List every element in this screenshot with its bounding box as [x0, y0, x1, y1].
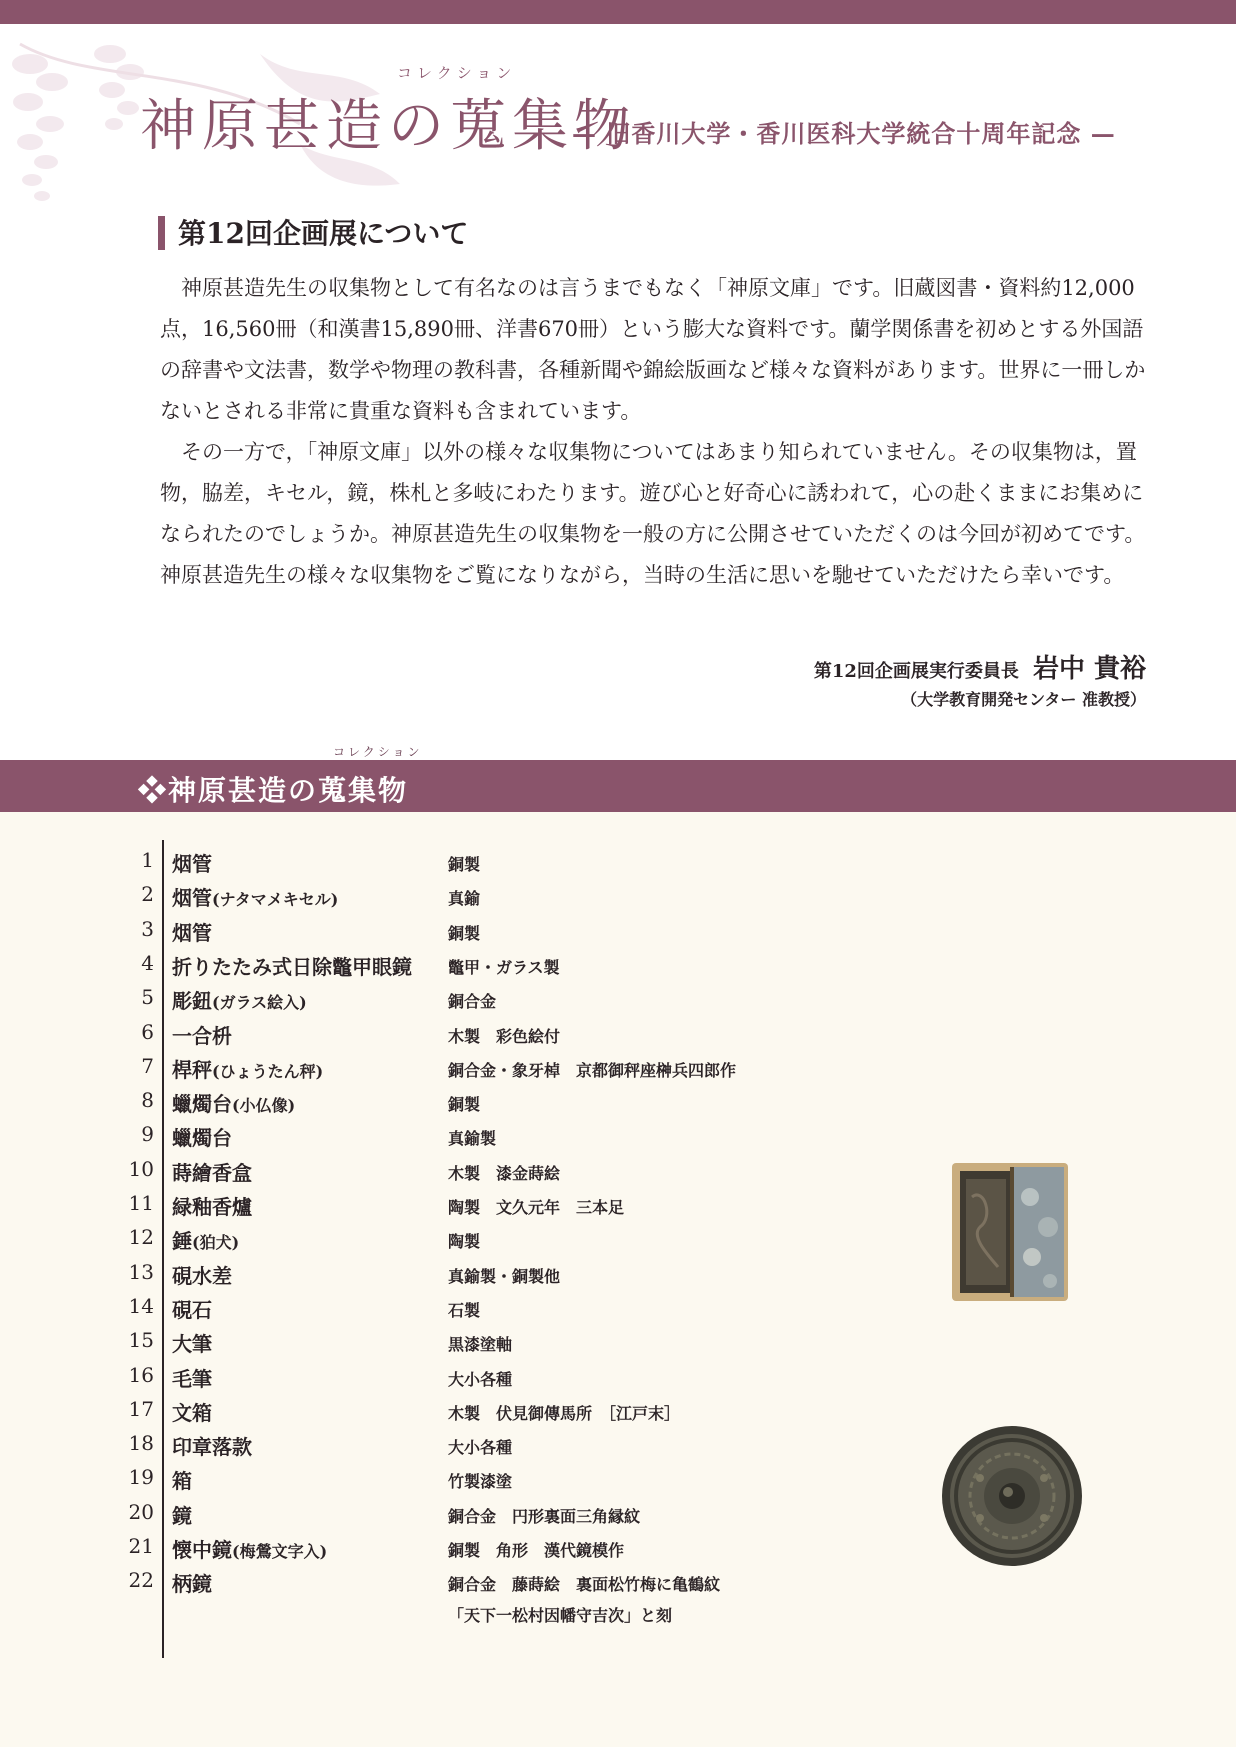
item-note: (梅鶯文字入)	[232, 1542, 328, 1561]
item-name	[172, 1260, 232, 1289]
item-name-text: 烟管	[172, 852, 212, 876]
intro-paragraph: 神原甚造先生の収集物として有名なのは言うまでもなく「神原文庫」です。旧蔵図書・資料約12,000点，16,560冊（和漢書15,890冊、洋書670冊）という膨大な資料です。蘭学関係書を初めとする外国語の辞書や文法書，数学や物理の教科書，各種新聞や錦絵版画など様々な資料があります。世界に一冊しかないとされる非常に貴重な資料も含まれています。	[160, 276, 1146, 423]
collection-item	[0, 1565, 900, 1626]
main-title: 神原甚造の蒐集物	[140, 94, 636, 159]
collection-item	[0, 845, 900, 879]
item-name-text: 折りたたみ式日除鼈甲眼鏡	[172, 954, 412, 979]
signature-block	[814, 648, 1146, 710]
item-number: 11	[128, 1191, 154, 1215]
item-material: 木製 漆金蒔絵	[448, 1163, 561, 1183]
intro-text	[160, 268, 1152, 596]
item-material: 銅合金・象牙棹 京都御秤座榊兵四郎作	[448, 1060, 737, 1080]
item-material: 黒漆塗軸	[448, 1335, 513, 1355]
item-number: 9	[141, 1122, 154, 1147]
item-material: 真鍮	[448, 889, 481, 909]
item-name	[172, 1122, 232, 1151]
item-material: 銅合金 藤蒔絵 裏面松竹梅に亀鶴紋	[448, 1575, 721, 1595]
collection-item	[0, 1394, 900, 1428]
collection-band	[0, 760, 1236, 812]
item-name	[172, 917, 212, 946]
item-note: (ガラス絵入)	[212, 993, 307, 1013]
collection-item	[0, 1017, 900, 1051]
item-note: (小仏像)	[232, 1096, 296, 1116]
item-name-text: 烟管	[172, 886, 212, 911]
item-name	[172, 1431, 252, 1460]
collection-item	[0, 982, 900, 1016]
mirror-case-photo	[950, 1157, 1070, 1307]
item-number: 16	[128, 1362, 154, 1387]
item-number: 2	[141, 882, 154, 907]
item-name-text: 柄鏡	[172, 1572, 212, 1597]
item-number: 18	[128, 1431, 154, 1456]
title-ruby: コレクション	[397, 64, 517, 82]
collection-item	[0, 1257, 900, 1291]
collection-panel	[0, 812, 1236, 1747]
item-name	[172, 1054, 323, 1083]
item-number: 13	[128, 1259, 154, 1284]
collection-item	[0, 1531, 900, 1565]
section-marker	[158, 216, 165, 250]
item-number: 21	[128, 1534, 154, 1558]
item-name	[172, 1157, 252, 1186]
item-name-text: 蠟燭台	[172, 1126, 232, 1151]
main-title-block	[140, 62, 636, 159]
item-name	[172, 1088, 295, 1117]
collection-item	[0, 1497, 900, 1531]
item-number: 1	[141, 848, 154, 872]
item-name-text: 大筆	[172, 1332, 212, 1357]
item-name	[172, 1328, 212, 1357]
item-name-text: 硯水差	[172, 1263, 232, 1288]
item-name-text: 懐中鏡	[172, 1538, 232, 1562]
item-number: 5	[141, 985, 154, 1010]
item-number: 7	[141, 1053, 154, 1078]
item-number: 10	[128, 1156, 154, 1181]
item-note: (狛犬)	[192, 1233, 240, 1253]
item-name-text: 彫鈕	[172, 989, 212, 1014]
item-material: 石製	[448, 1300, 481, 1320]
item-note: (ナタマメキセル)	[212, 890, 339, 910]
collection-item	[0, 1462, 900, 1496]
item-name	[172, 1534, 327, 1563]
item-number: 3	[141, 916, 154, 941]
item-name-text: 印章落款	[172, 1435, 252, 1460]
item-number: 17	[128, 1396, 154, 1421]
item-name-text: 烟管	[172, 920, 212, 945]
item-name	[172, 985, 307, 1014]
collection-item	[0, 1119, 900, 1153]
item-name	[172, 1191, 252, 1220]
item-number: 12	[128, 1225, 154, 1250]
item-name	[172, 1294, 212, 1323]
item-material: 銅合金 円形裏面三角縁紋	[448, 1506, 641, 1526]
signature-role: 第12回企画展実行委員長	[813, 661, 1019, 682]
item-name-text: 錘	[172, 1229, 192, 1254]
collection-item	[0, 914, 900, 948]
item-material: 銅製	[448, 923, 481, 943]
item-material: 大小各種	[448, 1369, 513, 1389]
item-name	[172, 1465, 192, 1494]
item-name-text: 蒔繪香盒	[172, 1160, 252, 1185]
collection-item	[0, 1291, 900, 1325]
item-material: 鼈甲・ガラス製	[448, 957, 560, 977]
collection-item	[0, 1222, 900, 1256]
item-name	[172, 1363, 212, 1392]
item-material: 銅製	[448, 1095, 481, 1115]
item-note: (ひょうたん秤)	[212, 1061, 324, 1081]
subtitle: — 旧香川大学・香川医科大学統合十周年記念 —	[572, 119, 1116, 148]
item-material: 陶製	[448, 1232, 481, 1252]
collection-item	[0, 1428, 900, 1462]
item-number: 4	[141, 950, 154, 975]
item-material: 銅製 角形 漢代鏡模作	[448, 1541, 625, 1560]
item-name-text: 蠟燭台	[172, 1092, 232, 1117]
collection-heading: ❖神原甚造の蒐集物	[138, 774, 409, 807]
item-material: 陶製 文久元年 三本足	[448, 1198, 625, 1217]
collection-item	[0, 1188, 900, 1222]
item-name-text: 鏡	[172, 1503, 192, 1528]
item-name-text: 一合枡	[172, 1023, 232, 1048]
item-number: 19	[128, 1465, 154, 1490]
signature-name: 岩中 貴裕	[1032, 654, 1146, 684]
collection-item	[0, 1360, 900, 1394]
item-material: 銅合金	[448, 992, 497, 1012]
item-number: 6	[141, 1019, 154, 1044]
item-name	[172, 1225, 239, 1254]
item-name	[172, 1397, 212, 1426]
item-name-text: 緑釉香爐	[172, 1195, 252, 1219]
item-name	[172, 848, 212, 877]
item-material: 木製 彩色絵付	[448, 1026, 561, 1046]
item-material: 竹製漆塗	[448, 1472, 513, 1492]
item-name-text: 文箱	[172, 1400, 212, 1425]
collection-item	[0, 1325, 900, 1359]
item-material: 真鍮製	[448, 1129, 497, 1149]
collection-ruby: コレクション	[333, 745, 423, 759]
item-material: 木製 伏見御傳馬所 ［江戸末］	[448, 1403, 681, 1423]
collection-item	[0, 1051, 900, 1085]
section-heading: 第12回企画展について	[178, 217, 469, 250]
item-name	[172, 1020, 232, 1049]
top-accent-bar	[0, 0, 1236, 24]
item-name-text: 硯石	[172, 1297, 212, 1322]
item-number: 20	[128, 1499, 154, 1524]
collection-item	[0, 948, 900, 982]
item-name	[172, 1568, 212, 1597]
item-name	[172, 1500, 192, 1529]
item-number: 8	[141, 1088, 154, 1113]
collection-item	[0, 1085, 900, 1119]
bronze-mirror-photo	[940, 1424, 1084, 1568]
intro-paragraph: その一方で，「神原文庫」以外の様々な収集物についてはあまり知られていません。その収集物は，置物，脇差，キセル，鏡，株札と多岐にわたります。遊び心と好奇心に誘われて，心の赴くままにお集めになられたのでしょうか。神原甚造先生の収集物を一般の方に公開させていただくのは今回が初めてです。神原甚造先生の様々な収集物をご覧になりながら，当時の生活に思いを馳せていただけたら幸いです。	[160, 440, 1146, 587]
item-number: 15	[128, 1328, 154, 1353]
collection-item	[0, 879, 900, 913]
item-name-text: 箱	[172, 1469, 192, 1494]
collection-item	[0, 1154, 900, 1188]
item-name	[172, 882, 338, 911]
item-number: 22	[128, 1568, 154, 1593]
item-material: 大小各種	[448, 1438, 513, 1458]
item-name-text: 毛筆	[172, 1366, 212, 1391]
item-material: 銅製	[448, 855, 481, 874]
item-number: 14	[128, 1293, 154, 1318]
item-name-text: 桿秤	[172, 1057, 212, 1082]
item-material: 真鍮製・銅製他	[448, 1266, 561, 1286]
item-material-note: 「天下一松村因幡守吉次」と刻	[448, 1606, 673, 1626]
signature-affiliation: （大学教育開発センター 准教授）	[901, 690, 1146, 709]
item-name	[172, 951, 412, 980]
